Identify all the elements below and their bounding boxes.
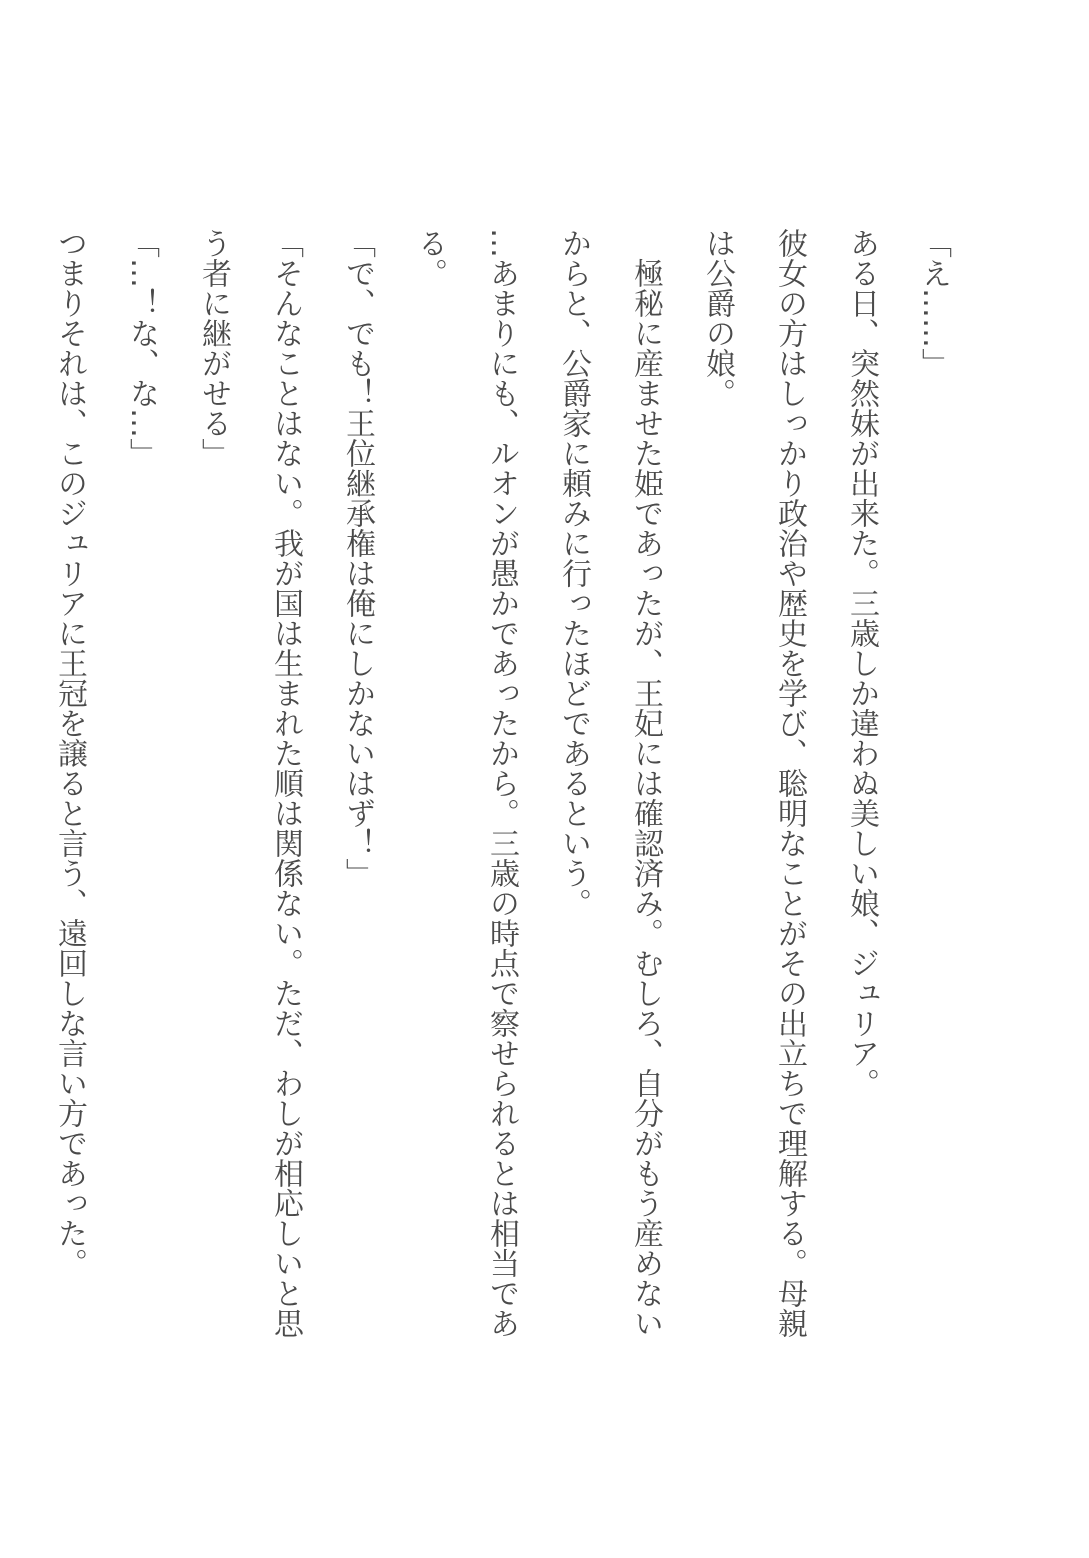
paragraph-sister-description: 彼女の方はしっかり政治や歴史を学び、聡明なことがその出立ちで理解する。母親は公爵の娘。 — [700, 228, 807, 1338]
paragraph-dialogue-shock: 「…！な、な…」 — [124, 228, 159, 468]
paragraph-dialogue-e: 「え……」 — [916, 228, 951, 378]
paragraph-dialogue-king: 「そんなことはない。我が国は生まれた順は関係ない。ただ、わしが相応しいと思う者に継がせる」 — [196, 228, 303, 1338]
paragraph-sister-born: ある日、突然妹が出来た。三歳しか違わぬ美しい娘、ジュリア。 — [844, 228, 879, 1098]
paragraph-conclusion: つまりそれは、このジュリアに王冠を譲ると言う、遠回しな言い方であった。 — [52, 228, 87, 1278]
vertical-text-body — [52, 228, 969, 1348]
paragraph-secret-princess: 極秘に産ませた姫であったが、王妃には確認済み。むしろ、自分がもう産めないからと、公爵家に頼みに行ったほどであるという。 — [556, 228, 663, 1338]
paragraph-dialogue-succession: 「で、でも！王位継承権は俺にしかないはず！」 — [340, 228, 375, 888]
paragraph-ruon-foolish: …あまりにも、ルオンが愚かであったから。三歳の時点で察せられるとは相当である。 — [412, 228, 519, 1338]
